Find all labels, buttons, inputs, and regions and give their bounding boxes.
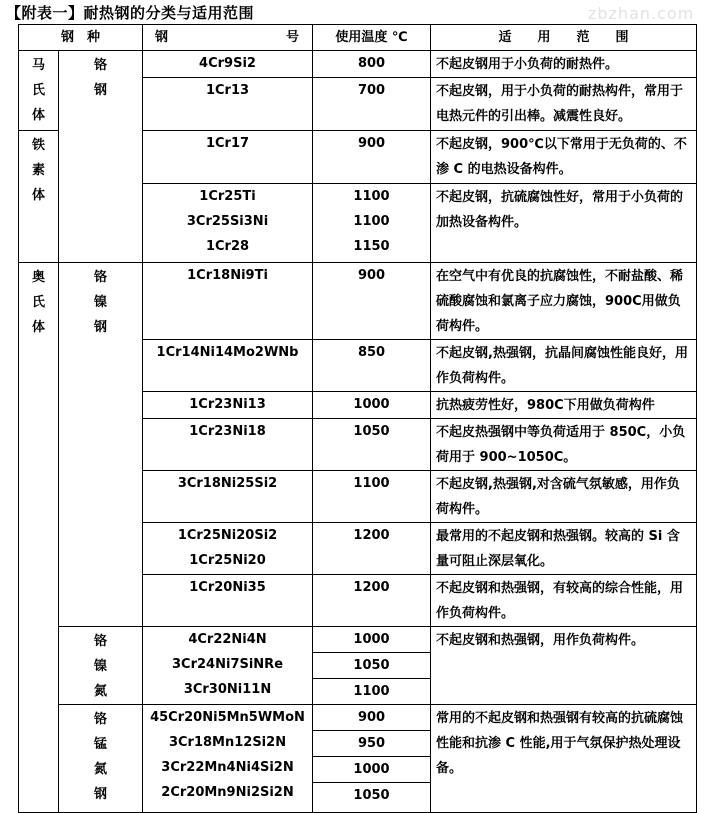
usage-cell: 不起皮钢，用于小负荷的耐热构件，常用于电热元件的引出棒。减震性良好。: [431, 78, 697, 131]
usage-cell: 在空气中有优良的抗腐蚀性，不耐盐酸、稀硫酸腐蚀和氯离子应力腐蚀，900C用做负荷构件。: [431, 263, 697, 340]
usage-cell: 不起皮钢用于小负荷的耐热件。: [431, 51, 697, 78]
group-chromium-nickel-nitrogen: 铬 镍 氮: [59, 627, 143, 705]
group-chromium-steel-continued: [59, 131, 143, 263]
temp-cell: 800: [313, 51, 431, 78]
group-austenite: 奥 氏 体: [19, 263, 59, 813]
group-chromium-nickel-steel: 铬 镍 钢: [59, 263, 143, 627]
table-row: [19, 705, 697, 813]
header-steel-type: 钢 种: [19, 25, 143, 51]
temp-cell: 1200: [313, 523, 431, 575]
temp-cell: 900: [313, 263, 431, 340]
grade-cell: 1Cr20Ni35: [143, 575, 313, 627]
usage-cell: 最常用的不起皮钢和热强钢。较高的 Si 含量可阻止深层氧化。: [431, 523, 697, 575]
group-ferrite: 铁 素 体: [19, 131, 59, 263]
usage-cell: 抗热疲劳性好，980C下用做负荷构件: [431, 392, 697, 419]
temp-cell: 900 950 1000 1050: [313, 705, 431, 813]
temp-cell: 1100: [313, 471, 431, 523]
grade-cell: 1Cr17: [143, 131, 313, 184]
temp-cell: 1000 1050 1100: [313, 627, 431, 705]
grade-cell: 1Cr23Ni13: [143, 392, 313, 419]
temp-cell: 700: [313, 78, 431, 131]
usage-cell: 不起皮钢和热强钢，有较高的综合性能，用作负荷构件。: [431, 575, 697, 627]
group-chromium-steel: 铬 钢: [59, 51, 143, 131]
temp-cell: 1000: [313, 392, 431, 419]
grade-cell: 4Cr9Si2: [143, 51, 313, 78]
table-row: [19, 263, 697, 340]
usage-cell: 不起皮钢，抗硫腐蚀性好，常用于小负荷的加热设备构件。: [431, 184, 697, 263]
temp-cell: 1050: [313, 419, 431, 471]
grade-cell: 3Cr18Ni25Si2: [143, 471, 313, 523]
group-chromium-manganese-nitrogen-steel: 铬 锰 氮 钢: [59, 705, 143, 813]
grade-cell: 1Cr14Ni14Mo2WNb: [143, 340, 313, 392]
header-temp: 使用温度 ℃: [313, 25, 431, 51]
usage-cell: 不起皮钢,热强钢，抗晶间腐蚀性能良好，用作负荷构件。: [431, 340, 697, 392]
grade-cell: 1Cr25Ti 3Cr25Si3Ni 1Cr28: [143, 184, 313, 263]
usage-cell: 常用的不起皮钢和热强钢有较高的抗硫腐蚀性能和抗渗 C 性能,用于气氛保护热处理设备。: [431, 705, 697, 813]
header-grade: 钢 号: [143, 25, 313, 51]
usage-cell: 不起皮热强钢中等负荷适用于 850C，小负荷用于 900~1050C。: [431, 419, 697, 471]
temp-cell: 850: [313, 340, 431, 392]
usage-cell: 不起皮钢,热强钢,对含硫气氛敏感，用作负荷构件。: [431, 471, 697, 523]
header-row: [19, 25, 697, 51]
usage-cell: 不起皮钢和热强钢，用作负荷构件。: [431, 627, 697, 705]
table-row: [19, 131, 697, 184]
heat-resistant-steel-table: [18, 24, 697, 813]
grade-cell: 4Cr22Ni4N 3Cr24Ni7SiNRe 3Cr30Ni11N: [143, 627, 313, 705]
grade-cell: 1Cr18Ni9Ti: [143, 263, 313, 340]
temp-cell: 1100 1100 1150: [313, 184, 431, 263]
table-title: 【附表一】耐热钢的分类与适用范围: [6, 4, 255, 22]
table-row: [19, 51, 697, 78]
temp-cell: 900: [313, 131, 431, 184]
usage-cell: 不起皮钢，900℃以下常用于无负荷的、不渗 C 的电热设备构件。: [431, 131, 697, 184]
grade-cell: 45Cr20Ni5Mn5WMoN 3Cr18Mn12Si2N 3Cr22Mn4Ni4Si2N 2Cr20Mn9Ni2Si2N: [143, 705, 313, 813]
header-usage: 适 用 范 围: [431, 25, 697, 51]
grade-cell: 1Cr13: [143, 78, 313, 131]
watermark: zbzhan.com: [588, 4, 695, 23]
grade-cell: 1Cr23Ni18: [143, 419, 313, 471]
temp-cell: 1200: [313, 575, 431, 627]
grade-cell: 1Cr25Ni20Si2 1Cr25Ni20: [143, 523, 313, 575]
group-martensite: 马 氏 体: [19, 51, 59, 131]
table-row: [19, 627, 697, 705]
